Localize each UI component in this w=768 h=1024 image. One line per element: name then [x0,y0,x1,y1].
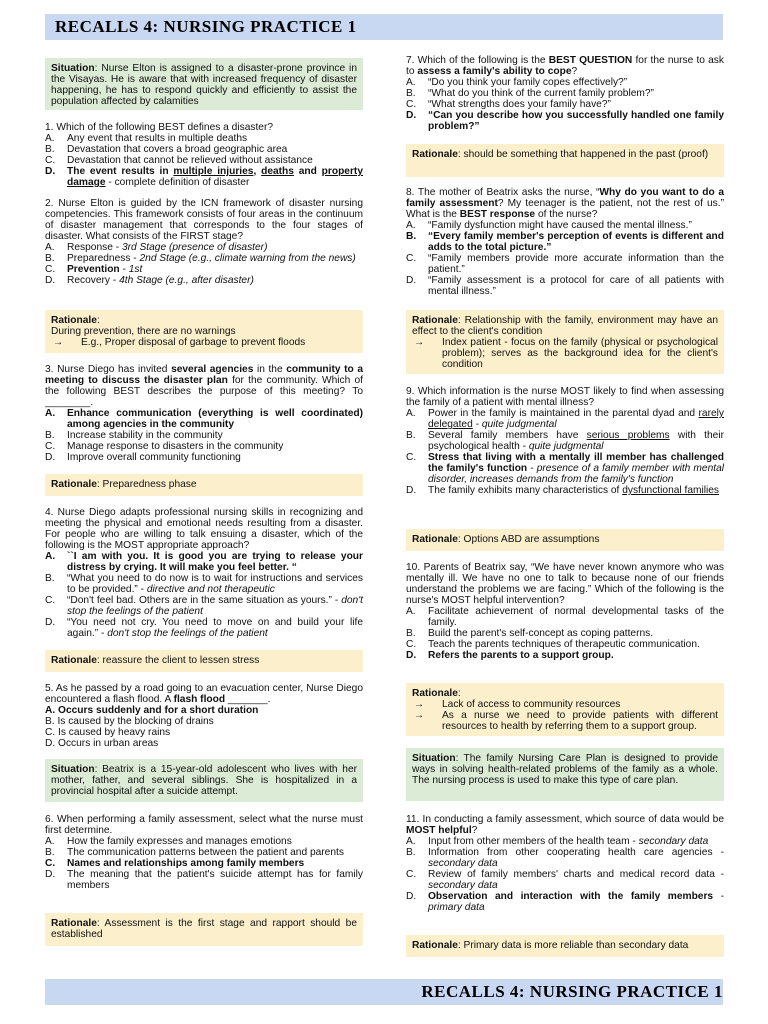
question-1-option-b: B. Devastation that covers a broad geographic area [45,144,288,155]
question-8-stem: 8. The mother of Beatrix asks the nurse, “Why do you want to do a family assessment? My teenager is the patient, not the rest of us.” What is the BEST response of the nurse? [406,187,724,220]
footer-bar [45,979,723,1005]
question-4-option-d: D. “You need not cry. You need to move on and build your life again.” - don't stop the feelings of the patient [45,617,363,639]
question-5-option-c: C. Is caused by heavy rains [45,727,171,738]
footer-title: RECALLS 4: NURSING PRACTICE 1 [421,982,723,1001]
question-9-option-b: B. Several family members have serious problems with their psychological health - quite judgmental [406,430,725,452]
rationale-box-6: Rationale: Assessment is the first stage and rapport should be established [45,913,363,946]
question-10-option-b: B. Build the parent's self-concept as coping patterns. [406,628,654,639]
situation-text-1: Situation: Nurse Elton is assigned to a disaster-prone province in the Visayas. He is aware that with increased frequency of disaster happening, he has to respond quickly and efficiently to assist the population affected by calamities [51,63,357,107]
question-4-option-b: B. “What you need to do now is to wait for instructions and services to be provided.” - directive and not therapeutic [45,573,363,595]
question-11-option-b: B. Information from other cooperating health care agencies - secondary data [406,847,724,869]
situation-box-1 [45,58,363,110]
question-6-option-a: A. How the family expresses and manages emotions [45,836,292,847]
rationale-box-10: Rationale: → Lack of access to community resources → As a nurse we need to provide patients with different resources to health by referring them to a support group. [406,683,724,736]
question-10-option-c: C. Teach the parents techniques of therapeutic communication. [406,639,700,650]
question-8-option-b: B. “Every family member's perception of events is different and adds to the total picture.” [406,231,724,253]
question-8-option-d: D. “Family assessment is a protocol for care of all patients with mental illness.” [406,275,724,297]
rationale-box-7: Rationale: should be something that happened in the past (proof) [406,144,724,177]
question-5-option-d: D. Occurs in urban areas [45,738,159,749]
header-title: RECALLS 4: NURSING PRACTICE 1 [55,17,357,36]
question-2-option-c: C. Prevention - 1st [45,264,143,275]
question-6-option-b: B. The communication patterns between the patient and parents [45,847,344,858]
situation-text-3: Situation: The family Nursing Care Plan is designed to provide ways in solving health-related problems of the family as a whole. The nursing process is used to make this type of care plan. [412,753,718,786]
rationale-box-4: Rationale: reassure the client to lessen stress [45,650,363,672]
question-3-stem: 3. Nurse Diego has invited several agencies in the community to a meeting to discuss the disaster plan for the community. Which of the following BEST describes the purpose of this meeting? To ________. [45,364,363,408]
question-7-option-c: C. “What strengths does your family have?” [406,99,611,110]
question-6 [45,814,363,891]
question-7-option-d: D. “Can you describe how you successfully handled one family problem?” [406,110,724,132]
question-5-option-a: A. Occurs suddenly and for a short duration [45,705,259,716]
question-6-option-c: C. Names and relationships among family members [45,858,305,869]
question-1-option-a: A. Any event that results in multiple deaths [45,133,248,144]
situation-box-2 [45,759,363,802]
question-9 [406,386,724,496]
situation-box-3 [406,748,724,801]
question-11 [406,814,724,913]
question-1-option-d: D. The event results in multiple injuries, deaths and property damage - complete definition of disaster [45,166,363,188]
question-11-stem: 11. In conducting a family assessment, which source of data would be MOST helpful? [406,814,724,836]
question-1 [45,122,363,188]
question-6-option-d: D. The meaning that the patient's suicide attempt has for family members [45,869,363,891]
question-2-stem: 2. Nurse Elton is guided by the ICN framework of disaster nursing competencies. This framework consists of four areas in the continuum of disaster management that corresponds to the four stages of disaster. What consists of the FIRST stage? [45,198,363,242]
question-3-option-b: B. Increase stability in the community [45,430,223,441]
question-11-option-c: C. Review of family members' charts and medical record data - secondary data [406,869,724,891]
header-bar [45,14,723,40]
rationale-box-2: Rationale: During prevention, there are no warnings → E.g., Proper disposal of garbage to prevent floods [45,310,363,353]
question-10-stem: 10. Parents of Beatrix say, “We have never known anymore who was mentally ill. We have no one to talk to because none of our friends understand the problems we are facing.” Which of the following is the nurse's MOST helpful intervention? [406,562,724,606]
question-2 [45,198,363,286]
question-11-option-d: D. Observation and interaction with the family members - primary data [406,891,724,913]
question-6-stem: 6. When performing a family assessment, select what the nurse must first determine. [45,814,363,836]
question-3-option-a: A. Enhance communication (everything is well coordinated) among agencies in the community [45,408,363,430]
question-9-option-c: C. Stress that living with a mentally ill member has challenged the family's function - presence of a family member with mental disorder, increases demands from the family's function [406,452,725,485]
rationale-box-11: Rationale: Primary data is more reliable than secondary data [406,935,724,957]
question-10-option-d: D. Refers the parents to a support group. [406,650,614,661]
question-10 [406,562,724,661]
question-3 [45,364,363,463]
question-11-option-a: A. Input from other members of the health team - secondary data [406,836,709,847]
question-4-option-a: A. ``I am with you. It is good you are trying to release your distress by crying. It will make you feel better. “ [45,551,363,573]
question-8-option-c: C. “Family members provide more accurate information than the patient.” [406,253,724,275]
question-1-stem: 1. Which of the following BEST defines a disaster? [45,122,274,133]
rationale-box-8: Rationale: Relationship with the family, environment may have an effect to the client's condition → Index patient - focus on the family (physical or psychological problem); serves as the background idea for the client's condition [406,310,724,374]
question-10-option-a: A. Facilitate achievement of normal developmental tasks of the family. [406,606,724,628]
question-7 [406,55,724,132]
question-8-option-a: A. “Family dysfunction might have caused the mental illness.” [406,220,692,231]
question-4-option-c: C. “Don't feel bad. Others are in the same situation as yours.” - don't stop the feelings of the patient [45,595,363,617]
rationale-box-9: Rationale: Options ABD are assumptions [406,529,724,551]
question-4 [45,507,363,639]
question-3-option-d: D. Improve overall community functioning [45,452,241,463]
question-5 [45,683,363,749]
question-4-stem: 4. Nurse Diego adapts professional nursing skills in recognizing and meeting the physical and emotional needs resulting from a disaster. For people who are willing to talk ensuing a disaster, which of the following is the MOST appropriate approach? [45,507,363,551]
question-7-stem: 7. Which of the following is the BEST QUESTION for the nurse to ask to assess a family's ability to cope? [406,55,724,77]
question-7-option-a: A. “Do you think your family copes effectively?” [406,77,628,88]
question-9-option-a: A. Power in the family is maintained in the parental dyad and rarely delegated - quite judgmental [406,408,724,430]
situation-text-2: Situation: Beatrix is a 15-year-old adolescent who lives with her mother, father, and several siblings. She is hospitalized in a provincial hospital after a suicide attempt. [51,764,357,797]
question-2-option-a: A. Response - 3rd Stage (presence of disaster) [45,242,268,253]
question-2-option-d: D. Recovery - 4th Stage (e.g., after disaster) [45,275,254,286]
question-8 [406,187,724,297]
question-1-option-c: C. Devastation that cannot be relieved without assistance [45,155,313,166]
question-7-option-b: B. “What do you think of the current family problem?” [406,88,654,99]
rationale-box-3: Rationale: Preparedness phase [45,474,363,496]
question-9-option-d: D. The family exhibits many characteristics of dysfunctional families [406,485,720,496]
question-2-option-b: B. Preparedness - 2nd Stage (e.g., climate warning from the news) [45,253,356,264]
question-3-option-c: C. Manage response to disasters in the community [45,441,284,452]
question-5-stem: 5. As he passed by a road going to an evacuation center, Nurse Diego encountered a flash flood. A flash flood _______. [45,683,363,705]
question-5-option-b: B. Is caused by the blocking of drains [45,716,214,727]
question-9-stem: 9. Which information is the nurse MOST likely to find when assessing the family of a patient with mental illness? [406,386,724,408]
